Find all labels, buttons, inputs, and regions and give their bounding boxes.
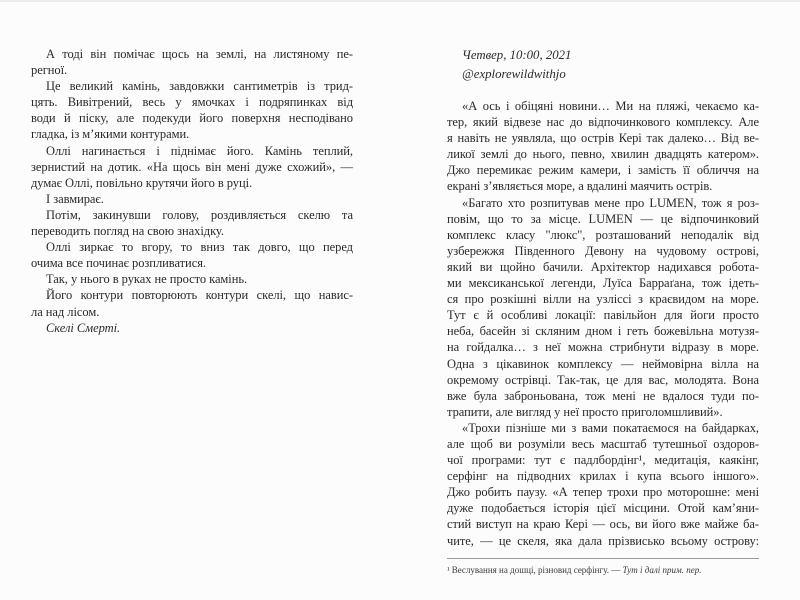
right-page-text [447,98,759,549]
text-line: Це великий камінь, завдовжки сантиметрів із трид- [46,79,353,94]
text-line: який ви щойно бачили. Архітектор надихався робота- [447,259,759,274]
text-line: Джо перемикає режим камери, і замість її обличчя на [447,163,759,178]
text-line: Скелі Смерті. [46,320,121,335]
left-page-text [31,46,353,336]
text-line: Оллі зиркає то вгору, то вниз так довго, що перед [46,240,353,255]
text-line: серфінг на підводних крилах і купа всього іншого». [447,469,759,484]
text-line: «А ось і обіцяні новини… Ми на пляжі, чекаємо ка- [462,99,759,113]
text-line: узбережжя Південного Девону на чудовому острові, [447,243,759,258]
text-line: тер, який відвезе нас до відпочинкового комплексу. Але [447,115,759,130]
text-line: регної. [31,63,68,78]
footnote-marker: ¹ [447,564,450,575]
text-line: Джо робить паузу. «А тепер трохи про моторошне: мені [447,485,759,500]
footnote-text: Веслування на дошці, різновид серфінгу. — [451,564,623,575]
text-line: гладка, із м’якими контурами. [31,127,190,142]
vlog-header [462,46,759,84]
text-line: переводить погляд на свою знахідку. [31,224,224,239]
text-line: я навіть не уявляла, що острів Кері так далеко… Від ве- [447,131,759,146]
text-line: чите, — це скеля, яка дала прізвисько всьому острову: [447,533,759,548]
footnote-translator-note: Тут і далі прим. пер. [622,564,702,575]
vlog-handle-line: @explorewildwithjo [462,67,566,81]
text-line: ла над лісом. [31,304,100,319]
text-line: «Трохи пізніше ми з вами покатаємося на байдарках, [462,420,759,435]
text-line: цять. Вивітрений, весь у ямочках і подряпинках від [31,95,353,110]
text-line: екрані з’являється море, а вдалині маячить острів. [447,179,713,194]
text-line: Оллі нагинається і піднімає його. Камінь теплий, [46,143,353,158]
text-line: Так, у нього в руках не просто камінь. [46,272,248,287]
text-line: ся про розкішні вілли на узліссі з краєвидом на море. [447,292,759,307]
text-line: думає Оллі, повільно крутячи його в руці. [31,175,253,190]
text-line: чої програми: тут є падлбордінг¹, медитація, каякінг, [447,453,759,468]
text-line: неба, басейн зі скляним дном і геть божевільна мотузя- [447,324,759,339]
text-line: трапити, але вигляд у неї просто приголомшливий». [447,404,723,419]
text-line: окремому острівці. Так-так, це для вас, молодята. Вона [447,372,759,387]
footnote [447,565,759,576]
text-line: «Багато хто розпитував мене про LUMEN, тож я роз- [462,195,759,210]
text-line: дуже подобається історія цієї місцини. Отой кам’яни- [447,501,759,516]
text-line: але щоб ви розуміли весь масштаб тутешньої оздоров- [447,436,759,451]
text-line: Потім, закинувши голову, роздивляється скелю та [46,207,353,222]
left-page [31,46,353,336]
text-line: ликої землі до нього, певно, хвилин двадцять катером». [447,147,759,162]
text-line: повім, що то за місце. LUMEN — це відпочинковий [447,211,759,226]
text-line: очима все починає розпливатися. [31,256,206,271]
text-line: Тут є й особливі локації: павільйон для йоги просто [447,308,759,323]
text-line: зернистий на дотик. «На щось він мені дуже схожий», — [31,159,353,174]
text-line: комплекс класу "люкс", розташований неподалік від [447,227,759,242]
text-line: на гойдалка… з неї можна стрибнути відразу в море. [447,340,759,355]
text-line: стий виступ на краю Кері — ось, ви його вже майже ба- [447,517,759,532]
right-page [447,46,759,576]
text-line: Одна з цікавинок комплексу — неймовірна вілла на [447,356,759,371]
text-line: А тоді він помічає щось на землі, на листяному пе- [46,47,353,61]
footnote-separator [447,558,759,559]
text-line: води й піску, але подекуди його поверхня несподівано [31,111,353,126]
text-line: І завмирає. [46,191,104,206]
text-line: Його контури повторюють контури скелі, що навис- [46,288,353,303]
text-line: вже була заброньована, тож мені не вдалося туди по- [447,388,759,403]
text-line: ми мексиканської легенди, Луїса Барраґана, тож ідеть- [447,276,759,291]
vlog-date-line: Четвер, 10:00, 2021 [462,48,572,62]
